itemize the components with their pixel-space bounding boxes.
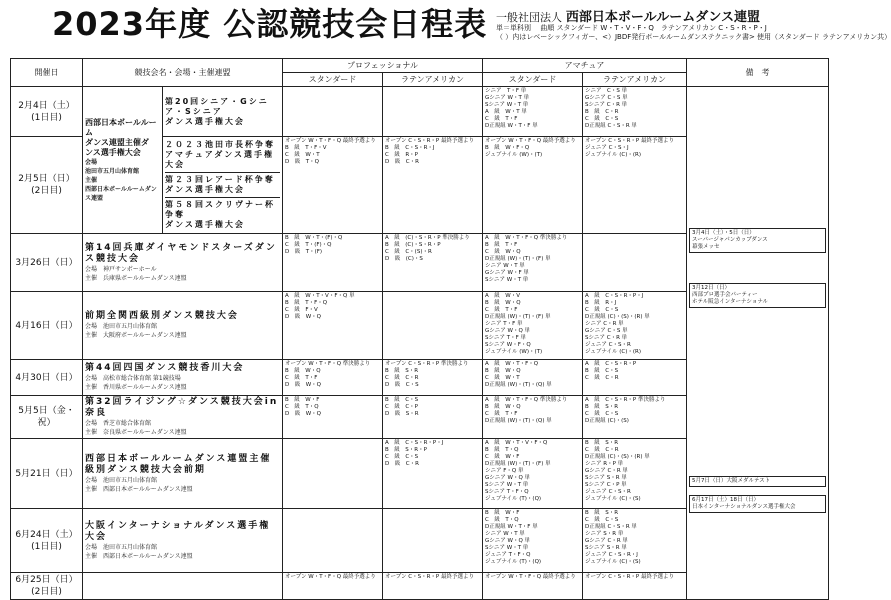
entry-line: ジュブナイル (C)・(S)	[585, 496, 641, 502]
entry-line: シニア F・Q 単	[485, 468, 524, 474]
event-date	[11, 509, 83, 573]
competition-name	[85, 311, 280, 322]
remark-line: ホテル阪急インターナショナル	[692, 299, 769, 305]
sub-name-line: ダンス選手権大会	[165, 185, 245, 194]
entry-line: オープン W・T・F・Q 最終予選より	[285, 574, 376, 580]
venue	[85, 158, 160, 203]
entry-line: A 級 W・T・V・F・Q 単	[285, 293, 355, 299]
entry-line: D 級 (C)・S	[385, 256, 423, 262]
entry-line: B 級 (C)・S・R・P	[385, 242, 441, 248]
host-line: 主催 西部日本ボールルームダンス連盟	[85, 485, 193, 493]
host-line: 主催	[85, 176, 98, 184]
col-remarks: 備 考	[687, 59, 829, 87]
org-prefix: 一般社団法人	[496, 11, 562, 24]
date-sub: (2日目)	[31, 587, 62, 597]
entry-line: D正規組 W・T・F 単	[485, 524, 538, 530]
entry-line: D正規組 C・S・R 単	[585, 524, 637, 530]
sub-name	[165, 138, 280, 172]
entry-line: B 級 C・S	[385, 397, 419, 403]
entry-line: オープン C・S・R・P 準決勝より	[385, 361, 469, 367]
col-date: 開催日	[11, 59, 83, 87]
org-name: 西部日本ボールルームダンス連盟	[565, 10, 760, 25]
entry-line: A 級 W・T 単	[485, 109, 527, 115]
competition	[83, 396, 283, 439]
entry-line: B 級 C・S・R・J	[385, 145, 435, 151]
entry-line: D 級 T・(F)	[285, 249, 323, 255]
entry-line: B 級 W・F	[285, 397, 320, 403]
cell-pro-std	[283, 439, 383, 509]
entry-line: C 級 C・S	[585, 517, 619, 523]
cell-am-std	[483, 439, 583, 509]
entry-line: C 級 C・R	[585, 375, 619, 381]
org-title	[83, 87, 163, 234]
entry-line: C 級 C・P	[385, 404, 418, 410]
col-am-standard: スタンダード	[483, 73, 583, 87]
remark-box	[689, 476, 826, 487]
name-line: 第32回ライジング☆ダンス競技大会in奈良	[85, 397, 279, 418]
org-line: ダンス連盟主催ダ	[85, 137, 149, 147]
sub-name-line: 第２３回レアード杯争奪	[165, 175, 275, 184]
competition-name	[85, 397, 280, 419]
entry-line: D正規組 (C)・(S)	[585, 418, 629, 424]
entry-line: オープン C・S・R・P 最終予選より	[585, 574, 674, 580]
date-main: 6月24日（土）	[15, 529, 78, 540]
entry-line: Gシニア W・Q 単	[485, 538, 531, 544]
cell-am-std	[483, 360, 583, 396]
entry-line: C 級 C・S	[585, 116, 619, 122]
entry-line: B 級 W・Q	[485, 300, 521, 306]
remark-box	[689, 495, 826, 513]
host-line: 主催 西部日本ボールルームダンス連盟	[85, 552, 193, 560]
venue-line: 会場 池田市五月山体育館	[85, 543, 158, 551]
entry-line: Sシニア W・T 単	[485, 482, 529, 488]
entry-line: オープン C・S・R・P 最終予選より	[385, 574, 474, 580]
event-date	[11, 234, 83, 292]
entry-line: シニア S・R 単	[585, 531, 624, 537]
cell-pro-std	[283, 573, 383, 600]
venue-line: 会場 池田市五月山体育館	[85, 476, 158, 484]
venue	[85, 476, 280, 494]
venue-line: 池田市五月山体育館	[85, 167, 140, 175]
remark-line: 幕張メッセ	[692, 244, 720, 250]
cell-pro-std	[283, 292, 383, 360]
entry-line: Gシニア C・R 単	[585, 538, 628, 544]
entry-line: ジュブナイル (T)・(Q)	[485, 559, 542, 565]
cell-pro-std	[283, 137, 383, 234]
competition	[83, 439, 283, 509]
date-main: 4月30日（日）	[15, 372, 78, 383]
cell-pro-lat	[383, 509, 483, 573]
entry-line: シニア W・T 単	[485, 531, 525, 537]
cell-am-lat	[583, 87, 687, 137]
venue	[85, 419, 280, 437]
col-pro-standard: スタンダード	[283, 73, 383, 87]
entry-line: D 級 C・S	[385, 382, 419, 388]
entry-line: D正規組 (W)・(T)・(F) 単	[485, 314, 551, 320]
note-line: 単＝単科別 曲順 スタンダード W・T・V・F・Q ラテンアメリカン C・S・R・P・J	[496, 24, 767, 32]
entry-line: Sシニア S・R 単	[585, 545, 627, 551]
name-line: 級別ダンス競技大会前期	[85, 464, 206, 475]
entry-line: オープン W・T・F・Q 最終予選より	[485, 138, 576, 144]
remark-line: 西部プロ選手会パーティー	[692, 292, 758, 298]
venue	[85, 543, 280, 561]
entry-line: ジュブナイル (C)・(R)	[585, 349, 642, 355]
name-line: 第14回兵庫ダイヤモンドスターズダンス競技大会	[85, 242, 277, 264]
col-pro: プロフェッショナル	[283, 59, 483, 73]
entry-line: C 級 W・Q	[485, 249, 521, 255]
cell-pro-std	[283, 234, 383, 292]
sub-name-line: 第20回シニア・Gシニア・Sシニア	[165, 96, 269, 116]
date-main: 2月5日（日）	[18, 174, 75, 184]
event-date	[11, 87, 83, 137]
cell-am-lat	[583, 137, 687, 234]
entry-line: B 級 S・R	[385, 368, 419, 374]
cell-am-lat	[583, 234, 687, 292]
entry-line: B 級 T・F・Q	[285, 300, 328, 306]
date-sub: (2日目)	[31, 186, 62, 196]
host-line: 主催 奈良県ボールルームダンス連盟	[85, 429, 187, 436]
entry-line: Gシニア C・R 単	[585, 468, 628, 474]
competition	[83, 509, 283, 573]
page-title: 2023年度 公認競技会日程表	[52, 5, 488, 43]
entry-line: B 級 W・T・(F)・Q	[285, 235, 343, 241]
entry-line: ジュニア C・S・R	[585, 489, 631, 495]
entry-line: C 級 C・S	[385, 454, 419, 460]
entry-line: A 級 W・T・F・Q 準決勝より	[485, 397, 568, 403]
entry-line: D正規組 (C)・(S)・(R) 単	[585, 454, 650, 460]
entry-line: D 級 S・R	[385, 411, 419, 417]
entry-line: C 級 R・P	[385, 152, 418, 158]
entry-line: シニア C・S 単	[585, 88, 628, 94]
entry-line: オープン W・T・F・Q 最終予選より	[285, 138, 376, 144]
entry-line: D正規組 (W)・(T)・(F) 単	[485, 256, 551, 262]
competition	[83, 292, 283, 360]
org-line: 西部日本ボールルーム	[85, 117, 157, 137]
venue	[85, 265, 280, 283]
entry-line: ジュニア C・S・R	[585, 342, 631, 348]
entry-line: Sシニア W・T 単	[485, 277, 529, 283]
schedule-table	[10, 58, 829, 600]
cell-pro-lat	[383, 573, 483, 600]
entry-line: A 級 W・V	[485, 293, 520, 299]
sub-name-line: ２０２３池田市長杯争奪	[165, 140, 275, 149]
entry-line: C 級 C・R	[585, 447, 619, 453]
competition	[83, 360, 283, 396]
entry-line: Sシニア C・R 単	[585, 335, 628, 341]
sub-competitions	[163, 137, 283, 234]
entry-line: B 級 S・R・P	[385, 447, 427, 453]
entry-line: C 級 C・R	[385, 375, 419, 381]
cell-am-std	[483, 137, 583, 234]
entry-line: オープン C・S・R・P 最終予選より	[385, 138, 474, 144]
entry-line: D 級 C・R	[385, 461, 419, 467]
date-main: 3月26日（日）	[15, 257, 78, 268]
entry-line: B 級 S・R	[585, 510, 619, 516]
entry-line: ジュニア C・S・R・J	[585, 552, 638, 558]
venue-line: 会場 香芝市総合体育館	[85, 420, 152, 427]
cell-am-lat	[583, 573, 687, 600]
entry-line: シニア W・T 単	[485, 263, 525, 269]
entry-line: Gシニア W・Q 単	[485, 328, 531, 334]
event-date	[11, 360, 83, 396]
entry-line: C 級 T・F	[485, 116, 518, 122]
entry-line: オープン C・S・R・P 最終予選より	[585, 138, 674, 144]
venue	[85, 374, 280, 392]
col-am-latin: ラテンアメリカン	[583, 73, 687, 87]
entry-line: Sシニア T・F 単	[485, 335, 527, 341]
organization	[496, 6, 760, 25]
entry-line: ジュブナイル (W)・(T)	[485, 349, 543, 355]
entry-line: D正規組 C・S・R 単	[585, 123, 637, 129]
cell-pro-lat	[383, 360, 483, 396]
venue-line: 会場 池田市五月山体育館	[85, 323, 158, 330]
competition-name	[85, 243, 280, 265]
name-line: 西部日本ボールルームダンス連盟主催	[85, 453, 272, 464]
remark-line: 3月4日（土）・5日（日）	[692, 230, 755, 236]
cell-am-std	[483, 87, 583, 137]
cell-am-std	[483, 396, 583, 439]
date-main: 5月21日（日）	[15, 468, 78, 479]
sub-name-line: ダンス選手権大会	[165, 116, 245, 126]
cell-pro-lat	[383, 87, 483, 137]
entry-line: Gシニア C・S 単	[585, 95, 628, 101]
cell-am-lat	[583, 439, 687, 509]
entry-line: D 級 T・Q	[285, 159, 319, 165]
entry-line: C 級 W・T	[485, 375, 520, 381]
cell-pro-lat	[383, 234, 483, 292]
entry-line: ジュニア C・S・J	[585, 145, 629, 151]
competition	[83, 234, 283, 292]
cell-pro-std	[283, 396, 383, 439]
entry-line: C 級 F・V	[285, 307, 318, 313]
cell-am-std	[483, 234, 583, 292]
entry-line: A 級 W・T・V・F・Q	[485, 440, 548, 446]
entry-line: D正規組 (W)・(T)・(F) 単	[485, 461, 551, 467]
competition-name	[85, 521, 280, 543]
cell-pro-lat	[383, 292, 483, 360]
entry-line: D 級 W・Q	[285, 411, 322, 417]
entry-line: シニア T・F 単	[485, 321, 523, 327]
remark-box	[689, 283, 826, 308]
entry-line: C 級 W・F	[485, 454, 520, 460]
date-main: 6月25日（日）	[15, 575, 78, 585]
date-main: 5月5日（金・祝）	[18, 406, 75, 428]
cell-pro-lat	[383, 439, 483, 509]
event-date	[11, 573, 83, 600]
sub-name-line: 第５８回スクリヴナー杯争奪	[165, 200, 275, 219]
remark-line: スーパージャパンカップダンス	[692, 237, 768, 243]
name-line: 前期全関西級別ダンス競技大会	[85, 311, 239, 321]
entry-line: D 級 W・Q	[285, 314, 322, 320]
entry-line: C 級 W・T	[285, 152, 320, 158]
date-sub: (1日目)	[31, 112, 62, 123]
entry-line: シニア R・P 単	[585, 461, 624, 467]
remarks	[687, 87, 829, 600]
entry-line: Sシニア W・F・Q	[485, 342, 531, 348]
entry-line: C 級 T・F	[485, 411, 518, 417]
event-date	[11, 137, 83, 234]
entry-line: B 級 W・Q	[485, 404, 521, 410]
cell-pro-lat	[383, 396, 483, 439]
cell-am-lat	[583, 292, 687, 360]
entry-line: A 級 W・T・F・Q 準決勝より	[485, 235, 568, 241]
entry-line: B 級 W・Q	[485, 368, 521, 374]
entry-line: D正規組 W・T・F 単	[485, 123, 538, 129]
entry-line: オープン W・T・F・Q 最終予選より	[485, 574, 576, 580]
cell-pro-std	[283, 87, 383, 137]
entry-line: B 級 W・F	[485, 510, 520, 516]
cell-am-lat	[583, 509, 687, 573]
cell-am-std	[483, 509, 583, 573]
cell-am-std	[483, 292, 583, 360]
entry-line: B 級 S・R	[585, 404, 619, 410]
col-amateur: アマチュア	[483, 59, 687, 73]
sub-name-line: アマチュアダンス選手権大会	[165, 150, 275, 169]
entry-line: B 級 T・Q	[485, 447, 519, 453]
competition-name	[85, 363, 280, 374]
entry-line: B 級 S・R	[585, 440, 619, 446]
note-line: （ ）内はレベーシックフィガー、<）JBDF発行ボールルームダンステクニック書> 使用（スタンダード ラテンアメリカン共）	[496, 33, 891, 41]
header-notes	[496, 24, 891, 42]
entry-line: A 級 W・T・F・Q	[485, 361, 539, 367]
date-main: 2月4日（土）	[18, 100, 75, 111]
entry-line: ジュブナイル (T)・(Q)	[485, 496, 542, 502]
venue-line: 会場 高松市総合体育館 第1競技場	[85, 375, 181, 382]
cell-pro-std	[283, 509, 383, 573]
entry-line: C 級 C・S	[585, 411, 619, 417]
entry-line: Gシニア W・F 単	[485, 270, 529, 276]
entry-line: Sシニア T・F・Q	[485, 489, 529, 495]
sub-name	[165, 172, 280, 197]
entry-line: C 級 C・(S)・R	[385, 249, 432, 255]
date-sub: (1日目)	[31, 541, 62, 552]
entry-line: D 級 C・R	[385, 159, 419, 165]
col-name: 競技会名・会場・主催連盟	[83, 59, 283, 87]
col-pro-latin: ラテンアメリカン	[383, 73, 483, 87]
remark-line: 3月12日（日）	[692, 285, 731, 291]
entry-line: C 級 T・(F)・Q	[285, 242, 332, 248]
entry-line: Sシニア C・R 単	[585, 102, 628, 108]
entry-line: ジュブナイル (C)・(R)	[585, 152, 642, 158]
entry-line: Gシニア C・S 単	[585, 328, 628, 334]
entry-line: A 級 C・S・R・P 準決勝より	[585, 397, 666, 403]
host-line: 主催 兵庫県ボールルームダンス連盟	[85, 274, 187, 282]
entry-line: A 級 (C)・S・R・P 準決勝より	[385, 235, 470, 241]
entry-line: ジュブナイル (W)・(T)	[485, 152, 543, 158]
host-line: 主催 香川県ボールルームダンス連盟	[85, 384, 187, 391]
entry-line: B 級 C・S	[585, 368, 619, 374]
entry-line: A 級 C・S・R・P	[585, 361, 637, 367]
venue	[85, 322, 280, 340]
venue-line: 会場 神戸サンボーホール	[85, 265, 157, 273]
sub-name	[165, 197, 280, 232]
entry-line: ジュブナイル (C)・(S)	[585, 559, 641, 565]
event-date	[11, 396, 83, 439]
entry-line: D 級 W・Q	[285, 382, 322, 388]
entry-line: B 級 W・Q	[285, 368, 321, 374]
name-line: 第44回四国ダンス競技香川大会	[85, 363, 245, 373]
entry-line: C 級 T・Q	[485, 517, 519, 523]
competition-name	[85, 454, 280, 476]
name-line: 大阪インターナショナルダンス選手権大会	[85, 520, 271, 542]
remark-line: 日本インターナショナルダンス選手権大会	[692, 504, 796, 510]
entry-line: D正規組 (W)・(T)・(Q) 単	[485, 418, 552, 424]
entry-line: D正規組 (C)・(S)・(R) 単	[585, 314, 650, 320]
entry-line: オープン W・T・F・Q 準決勝より	[285, 361, 371, 367]
entry-line: C 級 T・F	[485, 307, 518, 313]
host-line: 主催 大阪府ボールルームダンス連盟	[85, 332, 187, 339]
cell-am-lat	[583, 396, 687, 439]
host-line: 西部日本ボールルームダンス連盟	[85, 185, 157, 202]
entry-line: A 級 C・S・R・P・J	[585, 293, 644, 299]
entry-line: Gシニア W・T 単	[485, 95, 530, 101]
entry-line: D正規組 (W)・(T)・(Q) 単	[485, 382, 552, 388]
cell-am-lat	[583, 360, 687, 396]
entry-line: B 級 T・F・V	[285, 145, 327, 151]
cell-pro-lat	[383, 137, 483, 234]
venue-line: 会場	[85, 158, 98, 166]
entry-line: シニア C・R 単	[585, 321, 624, 327]
entry-line: Sシニア C・P 単	[585, 482, 627, 488]
org-line: ンス選手権大会	[85, 147, 141, 157]
remark-line: 5月7日（日）大阪メダルテスト	[692, 478, 771, 484]
entry-line: B 級 C・R	[585, 109, 619, 115]
entry-line: C 級 T・Q	[285, 404, 319, 410]
remark-line: 6月17日（土）18日（日）	[692, 497, 760, 503]
date-main: 4月16日（日）	[15, 320, 78, 331]
entry-line: A 級 C・S・R・P・J	[385, 440, 444, 446]
sub-name-line: ダンス選手権大会	[165, 220, 245, 229]
cell-am-std	[483, 573, 583, 600]
competition-continued	[83, 573, 283, 600]
entry-line: B 級 T・F	[485, 242, 518, 248]
entry-line: シニア T・F 単	[485, 88, 527, 94]
entry-line: B 級 W・F・Q	[485, 145, 530, 151]
entry-line: Sシニア S・R 単	[585, 475, 627, 481]
sub-competition	[163, 87, 283, 137]
table-row	[11, 87, 829, 137]
remark-box	[689, 228, 826, 253]
entry-line: C 級 C・S	[585, 307, 619, 313]
page-header	[0, 0, 891, 56]
entry-line: B 級 R・J	[585, 300, 617, 306]
entry-line: Gシニア W・Q 単	[485, 475, 531, 481]
event-date	[11, 292, 83, 360]
entry-line: Sシニア W・T 単	[485, 102, 529, 108]
entry-line: Sシニア W・T 単	[485, 545, 529, 551]
event-date	[11, 439, 83, 509]
cell-pro-std	[283, 360, 383, 396]
entry-line: ジュニア T・F・Q	[485, 552, 531, 558]
entry-line: C 級 T・F	[285, 375, 318, 381]
